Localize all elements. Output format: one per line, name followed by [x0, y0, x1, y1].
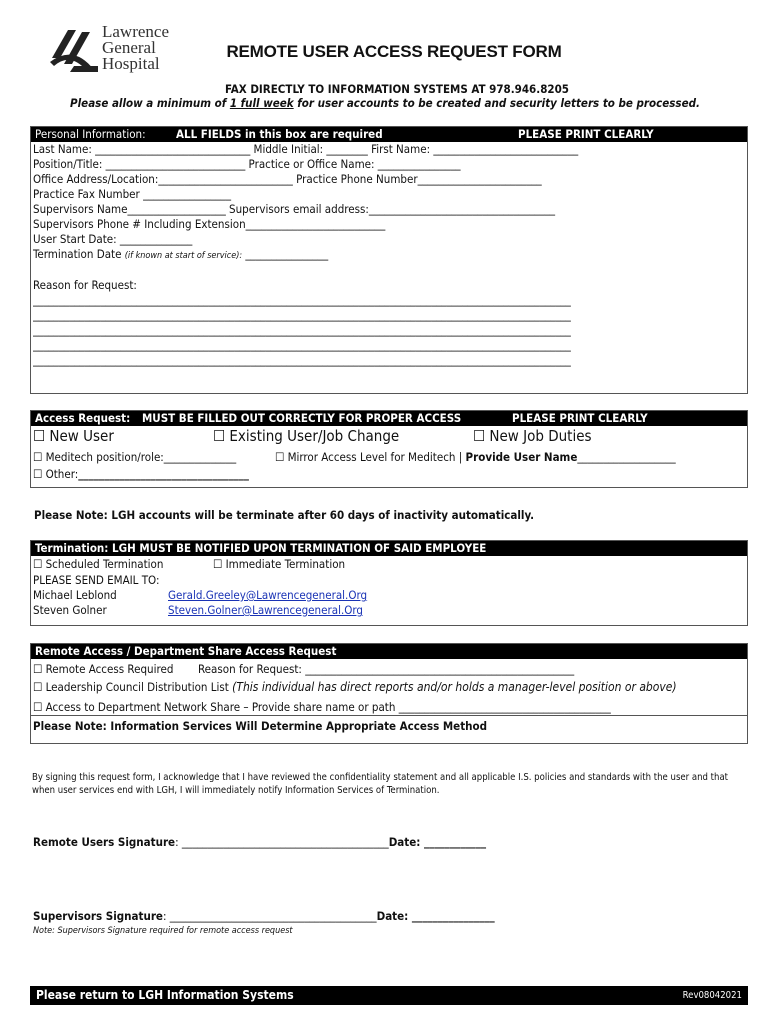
reason-line[interactable]: ________________________________________________________________________________________________________ — [33, 323, 571, 337]
reason-line[interactable]: ________________________________________________________________________________________________________ — [33, 353, 571, 367]
acknowledgement-text: By signing this request form, I acknowledge that I have reviewed the confidentiality statement and all applicable I.S. policies and standards with the user and that when user services end with LGH, I will immediately notify Information Services of Termination. — [32, 772, 729, 796]
remote-access-required-checkbox[interactable]: ☐ Remote Access Required — [33, 662, 174, 676]
new-job-duties-checkbox[interactable]: ☐ New Job Duties — [473, 427, 592, 445]
personal-info-label: Personal Information: — [35, 127, 146, 141]
dept-share-checkbox[interactable]: ☐ Access to Department Network Share – Provide share name or path _________________________________________ — [33, 700, 611, 714]
return-instruction: Please return to LGH Information Systems — [36, 988, 294, 1002]
inactivity-note: Please Note: LGH accounts will be terminate after 60 days of inactivity automatically. — [34, 508, 535, 522]
fax-number-field-line[interactable]: Practice Fax Number _________________ — [33, 187, 231, 201]
access-method-note: Please Note: Information Services Will Determine Appropriate Access Method — [31, 715, 747, 737]
remote-reason-field[interactable]: Reason for Request: ____________________________________________________ — [198, 662, 575, 676]
revision-label: Rev08042021 — [682, 990, 742, 1001]
scheduled-termination-checkbox[interactable]: ☐ Scheduled Termination — [33, 557, 164, 571]
personal-info-section — [30, 126, 748, 394]
other-checkbox[interactable]: ☐ Other:_________________________________ — [33, 467, 249, 481]
contact-name: Steven Golner — [33, 603, 107, 617]
access-request-section — [30, 410, 748, 488]
existing-user-checkbox[interactable]: ☐ Existing User/Job Change — [213, 427, 400, 445]
contact-email-link[interactable]: Gerald.Greeley@Lawrencegeneral.Org — [168, 588, 368, 602]
position-field-line[interactable]: Position/Title: ___________________________ Practice or Office Name: ________________ — [33, 157, 461, 171]
remote-user-signature-line[interactable]: Remote Users Signature: ________________________________________Date: ____________ — [33, 835, 487, 849]
termination-date-field-line[interactable]: Termination Date (if known at start of service): ________________ — [33, 247, 329, 261]
reason-line[interactable]: ________________________________________________________________________________________________________ — [33, 308, 571, 322]
access-request-bar: Access Request: MUST BE FILLED OUT CORRECTLY FOR PROPER ACCESS PLEASE PRINT CLEARLY — [31, 411, 747, 426]
supervisor-name-field-line[interactable]: Supervisors Name___________________ Supervisors email address:____________________________________ — [33, 202, 556, 216]
send-email-label: PLEASE SEND EMAIL TO: — [33, 573, 160, 587]
contact-name: Michael Leblond — [33, 588, 117, 602]
reason-line[interactable]: ________________________________________________________________________________________________________ — [33, 338, 571, 352]
reason-label: Reason for Request: — [33, 278, 137, 292]
supervisor-signature-line[interactable]: Supervisors Signature: ________________________________________Date: ________________ — [33, 909, 495, 923]
leadership-list-checkbox[interactable]: ☐ Leadership Council Distribution List (This individual has direct reports and/or holds a manager-level position or above) — [33, 680, 677, 694]
contact-email-link[interactable]: Steven.Golner@Lawrencegeneral.Org — [168, 603, 363, 617]
meditech-role-checkbox[interactable]: ☐ Meditech position/role:______________ — [33, 450, 237, 464]
allow-notice: Please allow a minimum of 1 full week for user accounts to be created and security letters to be processed. — [70, 96, 700, 110]
mirror-access-checkbox[interactable]: ☐ Mirror Access Level for Meditech | Provide User Name___________________ — [275, 450, 676, 464]
required-notice: ALL FIELDS in this box are required — [176, 127, 383, 141]
immediate-termination-checkbox[interactable]: ☐ Immediate Termination — [213, 557, 346, 571]
remote-access-section — [30, 643, 748, 744]
print-clearly-notice: PLEASE PRINT CLEARLY — [518, 127, 654, 141]
start-date-field-line[interactable]: User Start Date: ______________ — [33, 232, 193, 246]
termination-bar: Termination: LGH MUST BE NOTIFIED UPON TERMINATION OF SAID EMPLOYEE — [31, 541, 747, 556]
supervisor-signature-note: Note: Supervisors Signature required for remote access request — [33, 926, 293, 936]
footer-bar — [30, 986, 748, 1005]
logo-text: Lawrence General Hospital — [102, 22, 170, 73]
name-field-line[interactable]: Last Name: ______________________________ Middle Initial: ________ First Name: ____________________________ — [33, 142, 579, 156]
form-title: REMOTE USER ACCESS REQUEST FORM — [226, 42, 562, 61]
remote-access-bar: Remote Access / Department Share Access Request — [31, 644, 747, 659]
fax-instruction: FAX DIRECTLY TO INFORMATION SYSTEMS AT 978.946.8205 — [224, 82, 569, 96]
termination-section — [30, 540, 748, 626]
office-address-field-line[interactable]: Office Address/Location:__________________________ Practice Phone Number________________________ — [33, 172, 542, 186]
reason-line[interactable]: ________________________________________________________________________________________________________ — [33, 293, 571, 307]
supervisor-phone-field-line[interactable]: Supervisors Phone # Including Extension___________________________ — [33, 217, 386, 231]
new-user-checkbox[interactable]: ☐ New User — [33, 427, 114, 445]
personal-info-bar — [31, 127, 747, 142]
